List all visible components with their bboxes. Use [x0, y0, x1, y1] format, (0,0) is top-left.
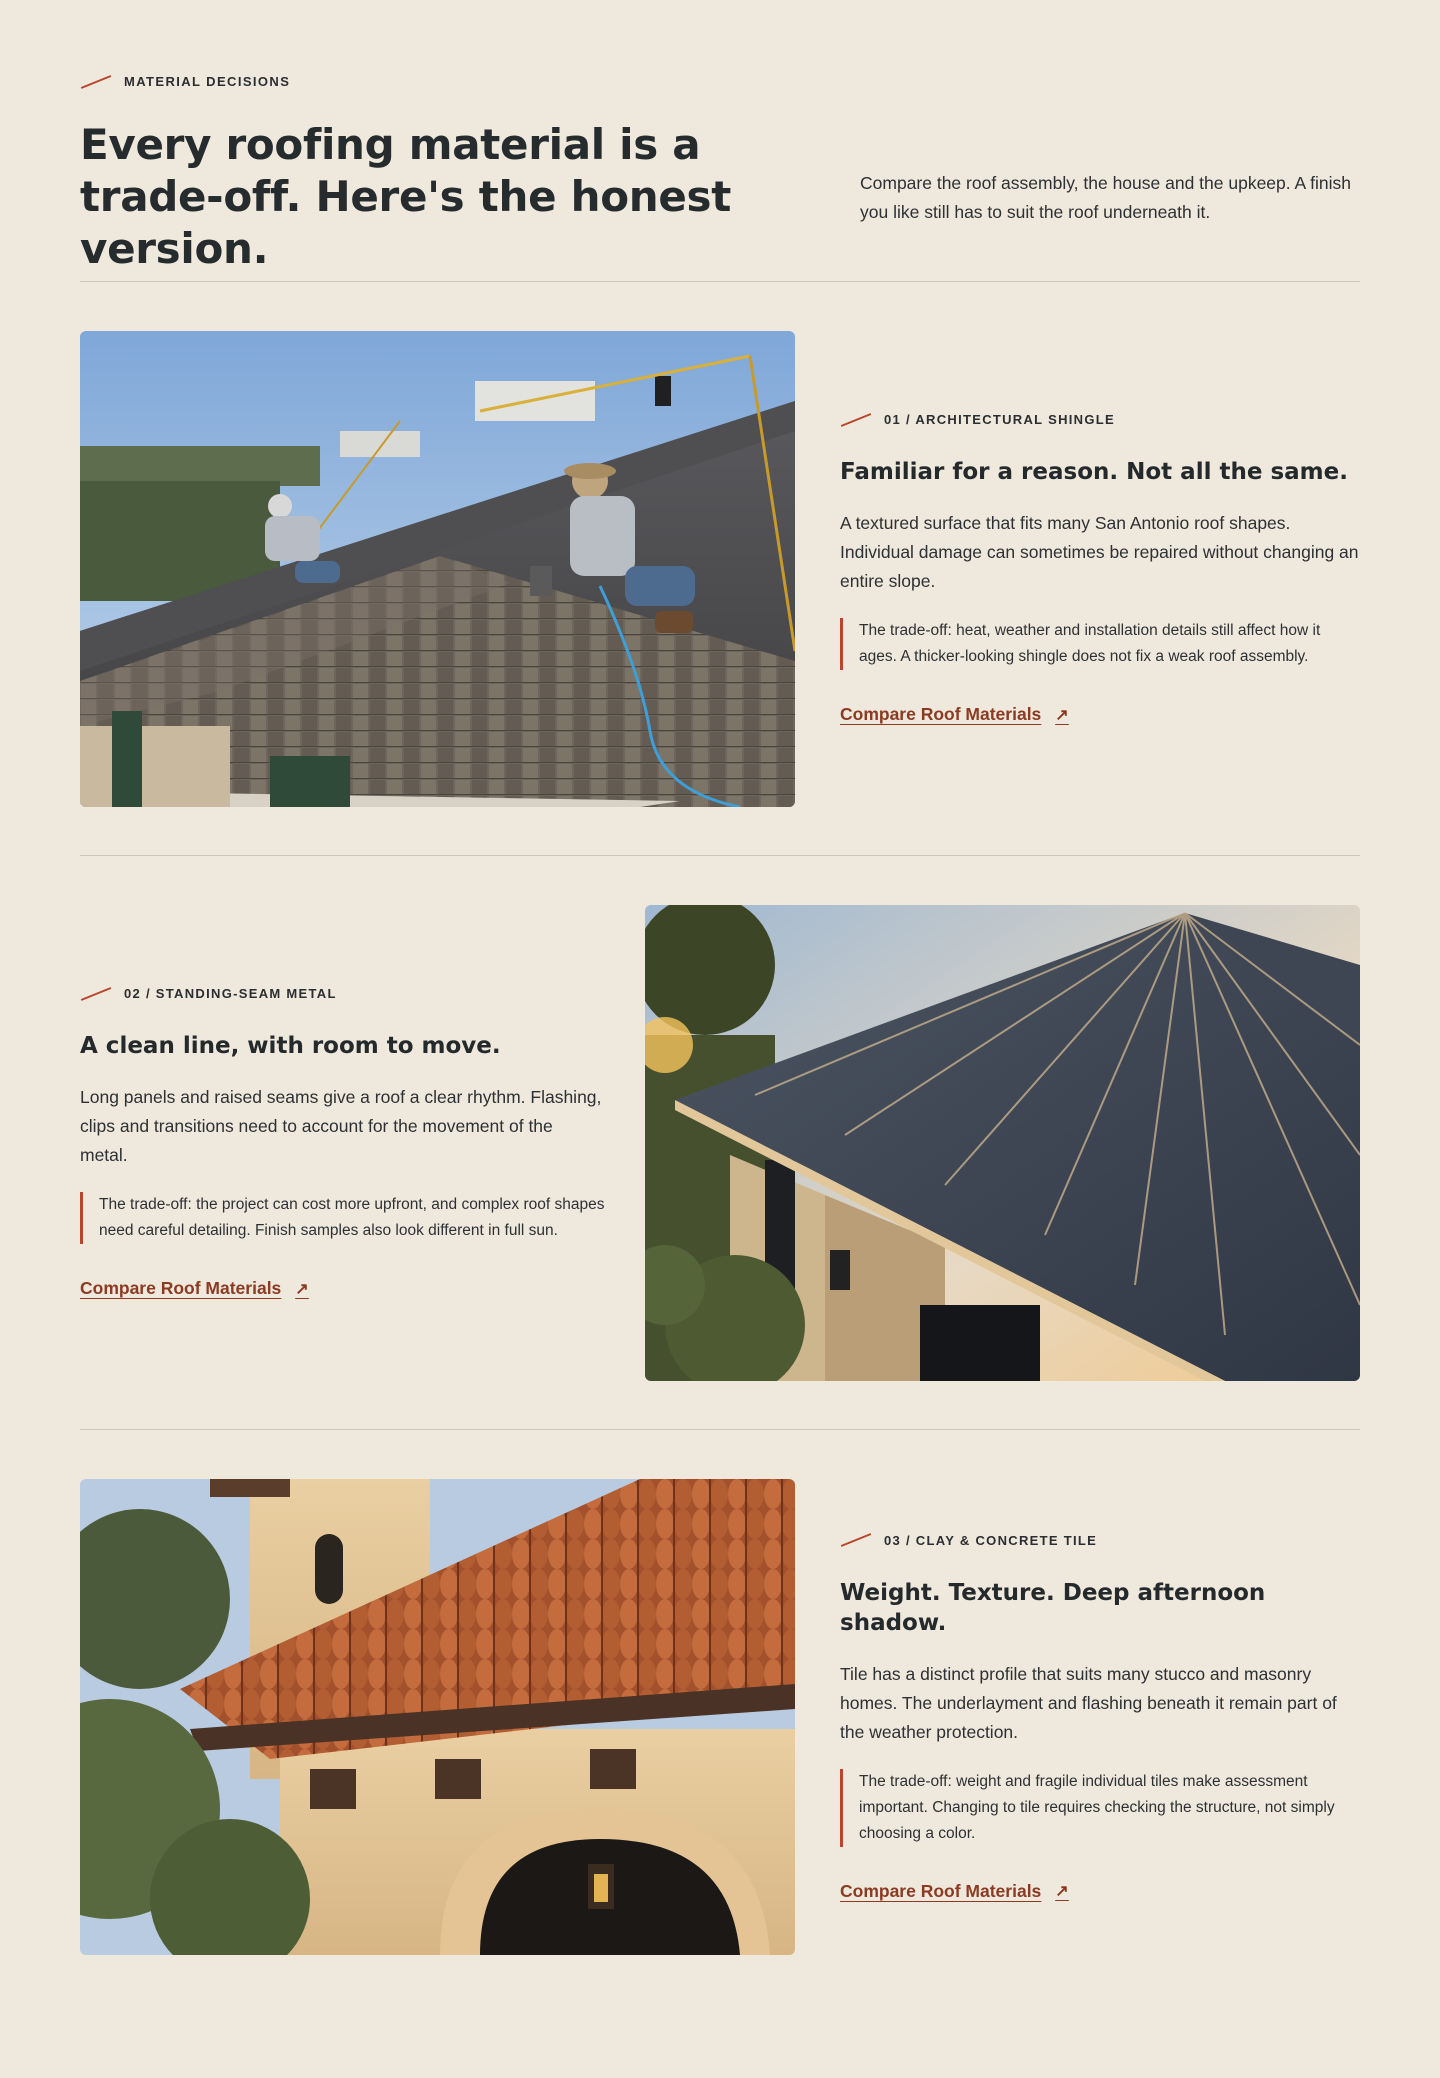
arrow-up-right-icon: ↗ — [1055, 1883, 1069, 1900]
compare-materials-link[interactable] — [840, 1881, 1069, 1902]
accent-slash-icon — [81, 75, 111, 89]
eyebrow-label: MATERIAL DECISIONS — [124, 74, 291, 89]
accent-slash-icon — [841, 413, 871, 427]
tile-roof-photo — [80, 1479, 795, 1955]
tradeoff-note: The trade-off: weight and fragile individual tiles make assessment important. Changing to tile requires checking the structure, not simply choosing a color. — [840, 1769, 1360, 1847]
header-left — [80, 74, 840, 281]
link-label: Compare Roof Materials — [80, 1278, 282, 1298]
accent-slash-icon — [81, 987, 111, 1001]
step-eyebrow — [80, 986, 605, 1001]
section-header — [80, 0, 1360, 282]
section-title: Every roofing material is a trade-off. Here's the honest version. — [80, 120, 732, 273]
step-eyebrow — [840, 1533, 1360, 1548]
shingle-roof-photo — [80, 331, 795, 807]
section-intro: Compare the roof assembly, the house and the upkeep. A finish you like still has to suit the roof underneath it. — [860, 173, 1351, 222]
metal-roof-photo — [645, 905, 1360, 1381]
eyebrow — [80, 74, 840, 89]
material-row-tile — [80, 1430, 1360, 2004]
material-title: Weight. Texture. Deep afternoon shadow. — [840, 1579, 1266, 1636]
material-title: Familiar for a reason. Not all the same. — [840, 459, 1348, 485]
step-label: 02 / STANDING-SEAM METAL — [124, 986, 337, 1001]
tradeoff-note: The trade-off: the project can cost more upfront, and complex roof shapes need careful detailing. Finish samples also look different in full sun. — [80, 1192, 605, 1244]
material-description: Tile has a distinct profile that suits many stucco and masonry homes. The underlayment and flashing beneath it remain part of the weather protection. — [840, 1663, 1337, 1742]
compare-materials-link[interactable] — [840, 704, 1069, 725]
accent-slash-icon — [841, 1533, 871, 1547]
step-label: 03 / CLAY & CONCRETE TILE — [884, 1532, 1098, 1548]
step-label: 01 / ARCHITECTURAL SHINGLE — [884, 412, 1115, 427]
link-label: Compare Roof Materials — [840, 1880, 1042, 1901]
arrow-up-right-icon: ↗ — [1055, 706, 1069, 724]
material-description: Long panels and raised seams give a roof a clear rhythm. Flashing, clips and transitions need to account for the movement of the metal. — [80, 1087, 602, 1165]
arrow-up-right-icon: ↗ — [295, 1280, 309, 1298]
material-title: A clean line, with room to move. — [80, 1033, 501, 1059]
step-eyebrow — [840, 412, 1360, 427]
tradeoff-note: The trade-off: heat, weather and installation details still affect how it ages. A thicker-looking shingle does not fix a weak roof assembly. — [840, 618, 1360, 670]
material-description: A textured surface that fits many San Antonio roof shapes. Individual damage can sometimes be repaired without changing an entire slope. — [840, 513, 1359, 591]
link-label: Compare Roof Materials — [840, 704, 1042, 724]
material-row-shingle — [80, 282, 1360, 856]
material-row-metal — [80, 856, 1360, 1430]
compare-materials-link[interactable] — [80, 1278, 309, 1299]
shingle-text — [840, 412, 1360, 725]
metal-text — [80, 986, 605, 1299]
tile-text — [840, 1533, 1360, 1902]
